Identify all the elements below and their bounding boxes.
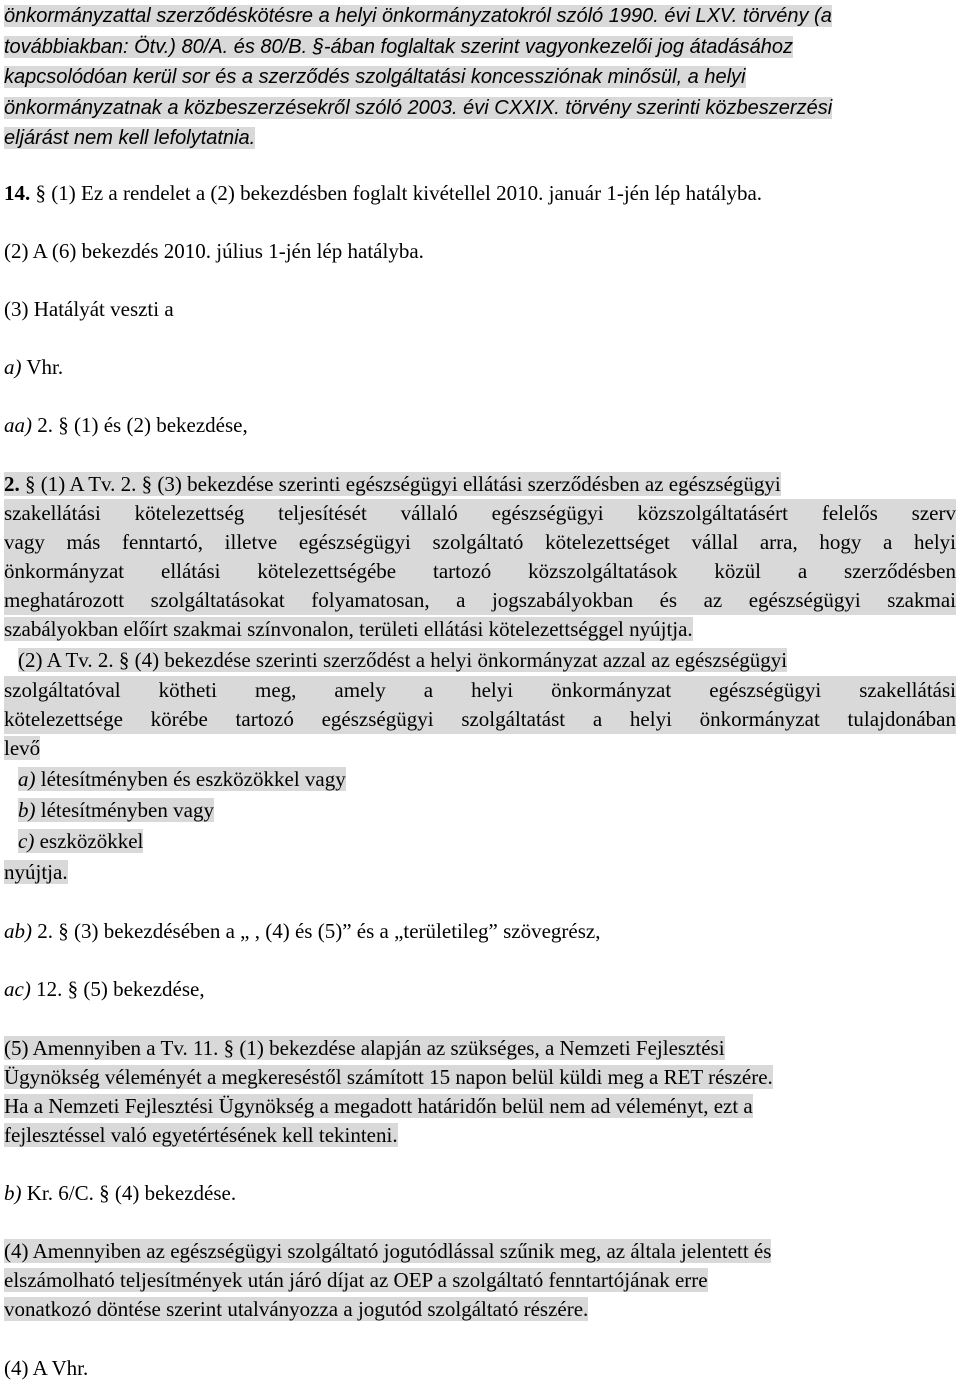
text-line: Ügynökség véleményét a megkereséstől számított 15 napon belül küldi meg a RET részére. (4, 1065, 773, 1089)
text-line: b) Kr. 6/C. § (4) bekezdése. (4, 1181, 237, 1205)
text-line: aa) 2. § (1) és (2) bekezdése, (4, 413, 248, 437)
text-line: meghatározott szolgáltatásokat folyamatosan, a jogszabályokban és az egészségügyi szakmai (4, 586, 956, 615)
text-line: (3) Hatályát veszti a (4, 297, 174, 321)
text-line: vonatkozó döntése szerint utalványozza a jogutód szolgáltató részére. (4, 1297, 589, 1321)
text-line: elszámolható teljesítmények után járó díjat az OEP a szolgáltató fenntartójának erre (4, 1268, 708, 1292)
section-number: 2. (4, 472, 20, 496)
text-line: a) Vhr. (4, 355, 64, 379)
list-item: c) eszközökkel (18, 829, 144, 853)
text-line: ac) 12. § (5) bekezdése, (4, 977, 205, 1001)
text-line: (2) A Tv. 2. § (4) bekezdése szerinti szerződést a helyi önkormányzat azzal az egészségügyi (18, 648, 788, 672)
text-line: (5) Amennyiben a Tv. 11. § (1) bekezdése alapján az szükséges, a Nemzeti Fejlesztési (4, 1036, 725, 1060)
text-line: levő (4, 736, 41, 760)
list-item: a) létesítményben és eszközökkel vagy (18, 767, 346, 791)
text-line: fejlesztéssel való egyetértésének kell tekinteni. (4, 1123, 398, 1147)
text-line: továbbiakban: Ötv.) 80/A. és 80/B. §-ában foglaltak szerint vagyonkezelői jog átadásához (4, 36, 794, 58)
text-line: (2) A (6) bekezdés 2010. július 1-jén lép hatályba. (4, 239, 424, 263)
section-2-line: 2. § (1) A Tv. 2. § (3) bekezdése szerinti egészségügyi ellátási szerződésben az egészségügyi (4, 472, 781, 496)
text-line: önkormányzattal szerződéskötésre a helyi önkormányzatokról szóló 1990. évi LXV. törvény (a (4, 5, 832, 27)
text-line: (4) A Vhr. (4, 1356, 89, 1380)
text-line: Ha a Nemzeti Fejlesztési Ügynökség a megadott határidőn belül nem ad véleményt, ezt a (4, 1094, 753, 1118)
text-line: szabályokban előírt szakmai színvonalon, területi ellátási kötelezettséggel nyújtja. (4, 617, 693, 641)
text-line: (4) Amennyiben az egészségügyi szolgáltató jogutódlással szűnik meg, az általa jelentett és (4, 1239, 772, 1263)
text-line: szolgáltatóval kötheti meg, amely a helyi önkormányzat egészségügyi szakellátási (4, 676, 956, 705)
text-line: önkormányzatnak a közbeszerzésekről szóló 2003. évi CXXIX. törvény szerinti közbeszerzési (4, 97, 833, 119)
list-item: b) létesítményben vagy (18, 798, 214, 822)
text-line: kötelezettsége körébe tartozó egészségügyi szolgáltatást a helyi önkormányzat tulajdonában (4, 705, 956, 734)
text-line: ab) 2. § (3) bekezdésében a „ , (4) és (5)” és a „területileg” szövegrész, (4, 919, 601, 943)
section-number: 14. (4, 181, 31, 205)
text-line: eljárást nem kell lefolytatnia. (4, 127, 256, 149)
text-line: kapcsolódóan kerül sor és a szerződés szolgáltatási koncessziónak minősül, a helyi (4, 66, 746, 88)
text-line: vagy más fenntartó, illetve egészségügyi szolgáltató kötelezettséget vállal arra, hogy a helyi (4, 528, 956, 557)
section-14-line: 14. § (1) Ez a rendelet a (2) bekezdésben foglalt kivétellel 2010. január 1-jén lép hatályba. (4, 181, 763, 205)
text-line: nyújtja. (4, 860, 68, 884)
text-line: önkormányzat ellátási kötelezettségébe tartozó közszolgáltatások közül a szerződésben (4, 557, 956, 586)
text-line: szakellátási kötelezettség teljesítését vállaló egészségügyi közszolgáltatásért felelős szerv (4, 499, 956, 528)
